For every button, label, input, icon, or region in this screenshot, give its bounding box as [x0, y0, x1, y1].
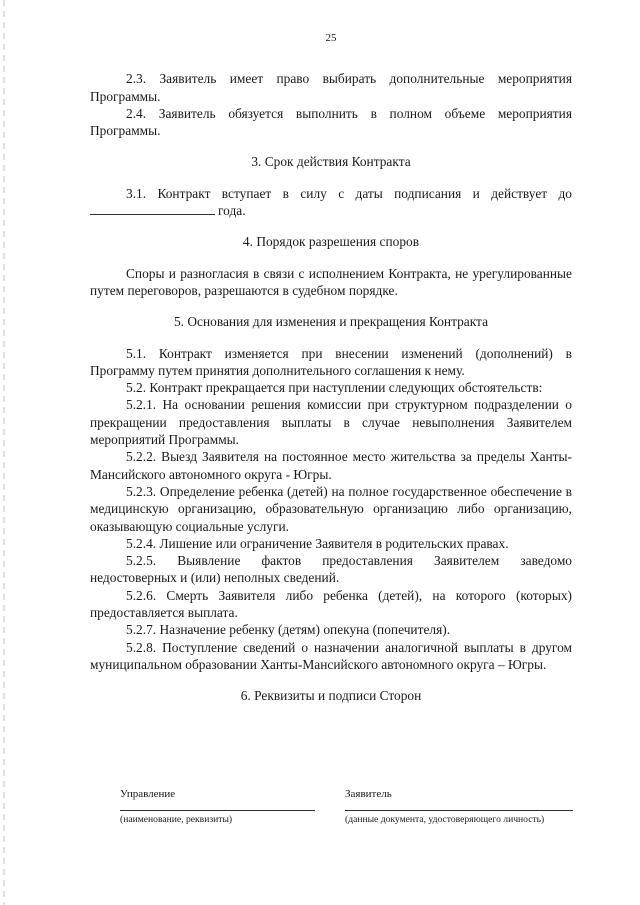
- clause-5-2-2: 5.2.2. Выезд Заявителя на постоянное место жительства за пределы Ханты-Мансийского автономного округа - Югры.: [90, 449, 572, 482]
- clause-5-2-1: 5.2.1. На основании решения комиссии при структурном подразделении о прекращении предоставления выплаты в случае невыполнения Заявителем мероприятий Программы.: [90, 397, 572, 448]
- document-page: [90, 30, 572, 705]
- applicant-hint: (данные документа, удостоверяющего личность): [345, 814, 545, 825]
- clause-3-1-text: 3.1. Контракт вступает в силу с даты подписания и действует до: [126, 185, 572, 201]
- applicant-signature-line: [345, 810, 573, 811]
- clause-5-2-7: 5.2.7. Назначение ребенку (детям) опекуна (попечителя).: [126, 622, 451, 638]
- scan-edge: [3, 0, 5, 905]
- section-3-title: 3. Срок действия Контракта: [251, 154, 411, 170]
- section-6-title: 6. Реквизиты и подписи Сторон: [240, 688, 422, 704]
- clause-5-2-6: 5.2.6. Смерть Заявителя либо ребенка (детей), на которого (которых) предоставляется выплата.: [90, 587, 572, 621]
- signature-applicant: [345, 788, 573, 825]
- clause-5-1: 5.1. Контракт изменяется при внесении изменений (дополнений) в Программу путем принятия дополнительного соглашения к нему.: [90, 345, 572, 378]
- section-4-title: 4. Порядок разрешения споров: [242, 234, 420, 250]
- signature-management: [120, 788, 315, 825]
- clause-2-3: 2.3. Заявитель имеет право выбирать дополнительные мероприятия Программы.: [90, 71, 572, 104]
- clause-5-2: 5.2. Контракт прекращается при наступлении следующих обстоятельств:: [126, 380, 543, 396]
- page-number: 25: [325, 32, 337, 44]
- clause-3-1-tail: года.: [218, 203, 246, 219]
- clause-2-4: 2.4. Заявитель обязуется выполнить в полном объеме мероприятия Программы.: [90, 105, 572, 139]
- section-5-title: 5. Основания для изменения и прекращения Контракта: [173, 314, 489, 330]
- applicant-label: Заявитель: [345, 788, 392, 800]
- clause-5-2-3: 5.2.3. Определение ребенка (детей) на полное государственное обеспечение в медицинскую организацию, образовательную организацию либо организацию, оказывающую социальные услуги.: [90, 483, 572, 534]
- signature-block: [120, 788, 575, 838]
- clause-5-2-8: 5.2.8. Поступление сведений о назначении аналогичной выплаты в другом муниципальном образовании Ханты-Мансийского автономного округа – Югры.: [90, 639, 572, 672]
- clause-5-2-4: 5.2.4. Лишение или ограничение Заявителя в родительских правах.: [126, 535, 509, 551]
- date-blank-line: [90, 204, 215, 215]
- disputes-paragraph: Споры и разногласия в связи с исполнением Контракта, не урегулированные путем переговоров, разрешаются в судебном порядке.: [90, 265, 572, 298]
- clause-5-2-5: 5.2.5. Выявление фактов предоставления Заявителем заведомо недостоверных и (или) неполных сведений.: [90, 553, 572, 586]
- management-hint: (наименование, реквизиты): [120, 814, 233, 825]
- management-signature-line: [120, 810, 315, 811]
- clause-3-1: [90, 185, 572, 220]
- management-label: Управление: [120, 788, 176, 800]
